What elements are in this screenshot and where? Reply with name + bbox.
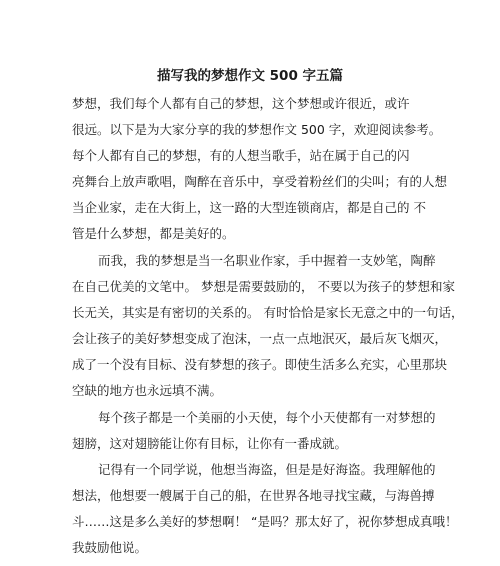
- document-title: 描写我的梦想作文 500 字五篇: [156, 68, 344, 84]
- text-line: 梦想，我们每个人都有自己的梦想，这个梦想或许很近，或许: [72, 96, 410, 111]
- text-line: 记得有一个同学说，他想当海盗，但是是好海盗。我理解他的: [98, 462, 436, 477]
- text-line: 想法，他想要一艘属于自己的船，在世界各地寻找宝藏，与海兽搏: [72, 488, 435, 503]
- text-line: 很远。以下是为大家分享的我的梦想作文 500 字，欢迎阅读参考。: [72, 122, 442, 137]
- text-line: 翅膀，这对翅膀能让你有目标，让你有一番成就。: [72, 436, 348, 451]
- text-line: 每个人都有自己的梦想，有的人想当歌手，站在属于自己的闪: [72, 148, 410, 163]
- text-line: 每个孩子都是一个美丽的小天使，每个小天使都有一对梦想的: [98, 410, 436, 425]
- text-line: 斗……这是多么美好的梦想啊！ “是吗？那太好了，祝你梦想成真哦！: [72, 514, 458, 529]
- text-line: 长无关，其实是有密切的关系的。 有时恰恰是家长无意之中的一句话，: [72, 305, 464, 320]
- text-line: 我鼓励他说。: [72, 540, 148, 555]
- text-line: 成了一个没有目标、没有梦想的孩子。即使生活多么充实，心里那块: [72, 357, 448, 372]
- text-line: 会让孩子的美好梦想变成了泡沫，一点一点地泯灭，最后灰飞烟灭，: [72, 331, 448, 346]
- text-line: 而我，我的梦想是当一名职业作家，手中握着一支妙笔，陶醉: [98, 253, 436, 268]
- text-line: 当企业家，走在大街上，这一路的大型连锁商店，都是自己的 不: [72, 200, 426, 215]
- text-line: 在自己优美的文笔中。 梦想是需要鼓励的， 不要以为孩子的梦想和家: [72, 279, 455, 294]
- text-line: 空缺的地方也永远填不满。: [72, 383, 223, 398]
- text-line: 管是什么梦想，都是美好的。: [72, 226, 235, 241]
- text-line: 亮舞台上放声歌唱，陶醉在音乐中，享受着粉丝们的尖叫；有的人想: [72, 174, 448, 189]
